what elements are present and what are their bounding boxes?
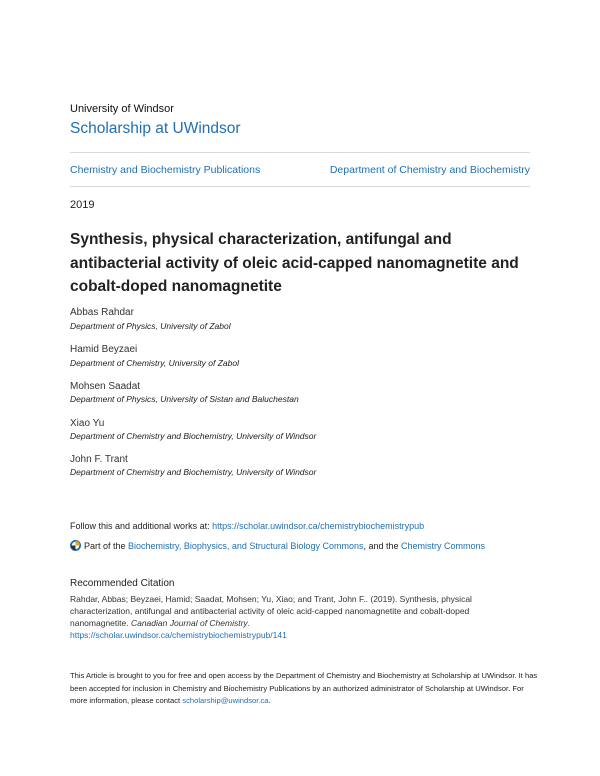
author-affiliation: Department of Physics, University of Sistan and Baluchestan (70, 394, 299, 404)
author-affiliation: Department of Chemistry and Biochemistry, University of Windsor (70, 431, 317, 441)
part-of-prefix: Part of the (84, 541, 129, 551)
author-name: Abbas Rahdar (70, 307, 134, 318)
article-title: Synthesis, physical characterization, antifungal and antibacterial activity of oleic acid-capped nanomagnetite and cobalt-doped nanomagnetite (70, 231, 519, 295)
department-link[interactable]: Department of Chemistry and Biochemistry (329, 164, 530, 176)
chemistry-commons-link[interactable]: Chemistry Commons (401, 541, 486, 551)
follow-line (70, 521, 424, 531)
author-affiliation: Department of Physics, University of Zabol (70, 321, 231, 331)
part-of-middle: , and the (363, 541, 401, 551)
author-name: John F. Trant (70, 454, 128, 465)
publication-year: 2019 (70, 199, 95, 211)
notice-end: . (268, 696, 271, 705)
citation-text: Rahdar, Abbas; Beyzaei, Hamid; Saadat, Mohsen; Yu, Xiao; and Trant, John F.. (2019). Synthesis, physical characterization, antifungal and antibacterial activity of oleic acid-capped nanomagnetite and cobalt-doped nanomagnetite. (70, 594, 472, 628)
repository-link[interactable]: Scholarship at UWindsor (70, 120, 241, 137)
divider (70, 186, 530, 187)
author-affiliation: Department of Chemistry, University of Zabol (70, 358, 239, 368)
biochemistry-commons-link[interactable]: Biochemistry, Biophysics, and Structural Biology Commons (128, 541, 364, 551)
institution-name: University of Windsor (70, 103, 174, 115)
notice-text: This Article is brought to you for free and open access by the Department of Chemistry and Biochemistry at Scholarship at UWindsor. It has been accepted for inclusion in Chemistry and Biochemistry Publications by an authorized administrator of Scholarship at UWindsor. For more information, please contact (70, 671, 538, 705)
collection-link[interactable]: Chemistry and Biochemistry Publications (70, 164, 261, 176)
citation-url-link[interactable]: https://scholar.uwindsor.ca/chemistrybiochemistrypub/141 (70, 630, 287, 640)
access-notice (70, 670, 540, 708)
contact-email-link[interactable]: scholarship@uwindsor.ca (182, 696, 269, 705)
author-affiliation: Department of Chemistry and Biochemistry, University of Windsor (70, 467, 317, 477)
part-of-line (70, 540, 485, 551)
author-name: Hamid Beyzaei (70, 344, 138, 355)
divider (70, 152, 530, 153)
commons-network-icon (70, 540, 81, 551)
author-name: Mohsen Saadat (70, 381, 141, 392)
collection-url-link[interactable]: https://scholar.uwindsor.ca/chemistrybiochemistrypub (212, 521, 425, 531)
citation-journal: Canadian Journal of Chemistry (130, 618, 248, 628)
citation-period: . (247, 618, 251, 628)
recommended-citation-heading: Recommended Citation (70, 578, 175, 589)
follow-prefix: Follow this and additional works at: (70, 521, 213, 531)
recommended-citation (70, 593, 530, 641)
author-name: Xiao Yu (70, 418, 105, 429)
